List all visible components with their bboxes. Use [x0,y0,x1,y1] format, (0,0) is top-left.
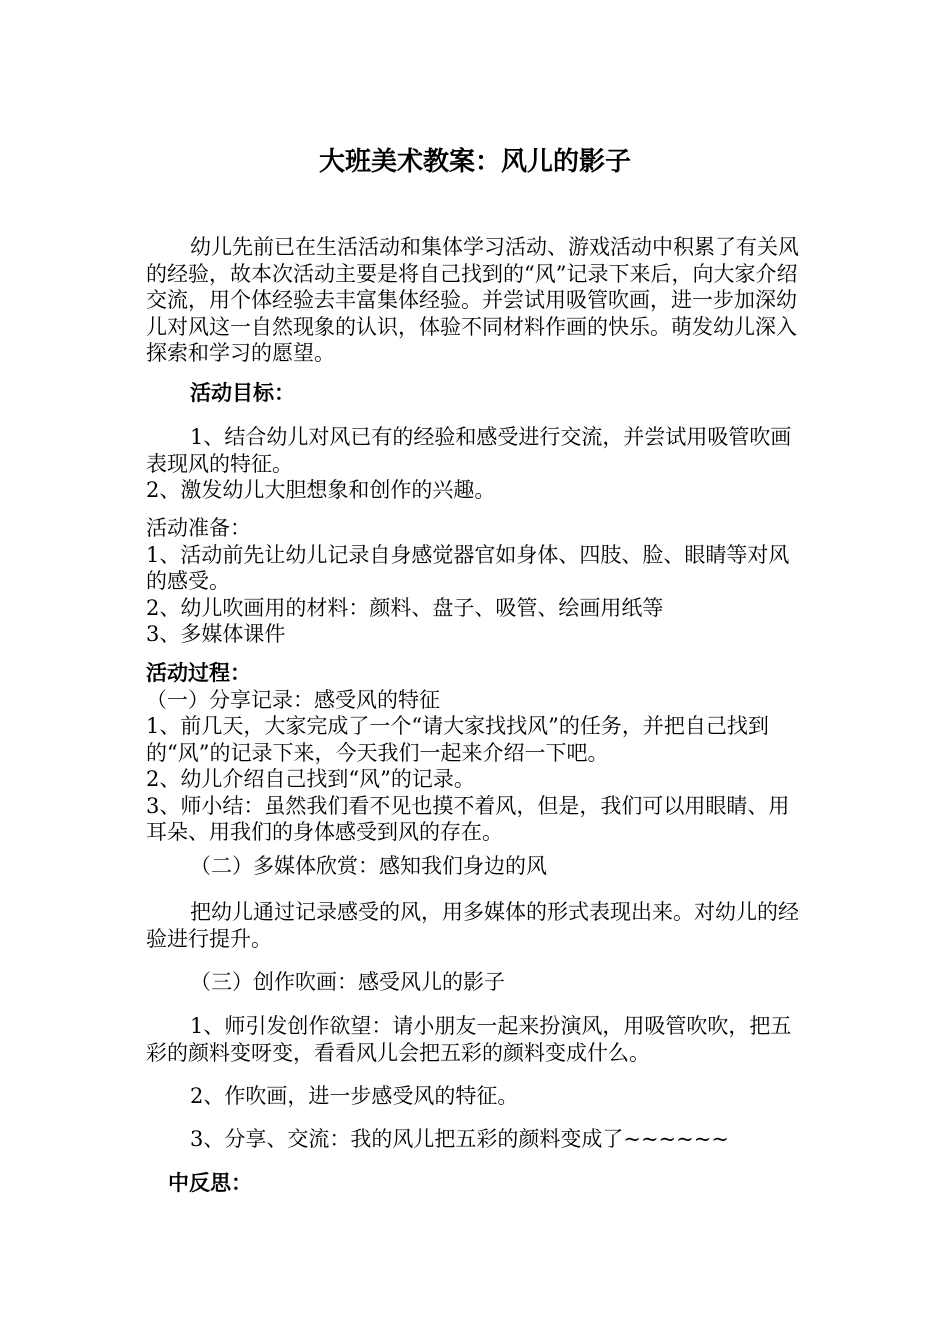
reflection-heading-block [168,1170,832,1197]
process-part1-item-1: 1、前几天，大家完成了一个“请大家找找风”的任务，并把自己找到的“风”的记录下来，今天我们一起来介绍一下吧。 [146,714,769,765]
process-part3-item-2: 2、作吹画，进一步感受风的特征。 [190,1084,519,1108]
goal-item-2: 2、激发幼儿大胆想象和创作的兴趣。 [146,478,496,502]
intro-paragraph [146,234,810,367]
process-part3-item-2-block [146,1083,810,1110]
process-part2-title: （二）多媒体欣赏：感知我们身边的风 [190,854,547,878]
process-part1-item-3: 3、师小结：虽然我们看不见也摸不着风，但是，我们可以用眼睛、用耳朵、用我们的身体感受到风的存在。 [146,793,790,844]
page-title: 大班美术教案：风儿的影子 [318,147,631,177]
prep-item-2: 2、幼儿吹画用的材料：颜料、盘子、吸管、绘画用纸等 [146,595,664,620]
process-section [146,660,810,846]
prep-item-3: 3、多媒体课件 [146,622,286,646]
prep-heading: 活动准备： [146,516,251,540]
goals-list [146,424,810,504]
process-part2-text: 把幼儿通过记录感受的风，用多媒体的形式表现出来。对幼儿的经验进行提升。 [146,900,799,951]
goals-heading: 活动目标： [190,381,295,405]
prep-item-1: 1、活动前先让幼儿记录自身感觉器官如身体、四肢、脸、眼睛等对风的感受。 [146,542,790,593]
intro-text: 幼儿先前已在生活活动和集体学习活动、游戏活动中积累了有关风的经验，故本次活动主要是将自己找到的“风”记录下来后，向大家介绍交流，用个体经验去丰富集体经验。并尝试用吸管吹画，进一步加深幼儿对风这一自然现象的认识，体验不同材料作画的快乐。萌发幼儿深入探索和学习的愿望。 [146,235,799,365]
process-part1-title: （一）分享记录：感受风的特征 [146,687,440,712]
process-part3-title-block [146,969,810,996]
process-part3-item-3-block [146,1126,810,1153]
process-part3-title: （三）创作吹画：感受风儿的影子 [190,970,505,994]
process-part3-item-1-block [146,1013,810,1066]
process-part1-item-2: 2、幼儿介绍自己找到“风”的记录。 [146,767,475,791]
prep-section [146,515,810,648]
process-part2-text-block [146,899,810,952]
process-part2-title-block [146,853,810,880]
goals-heading-block [146,380,810,407]
reflection-heading: 中反思： [168,1171,252,1195]
process-heading: 活动过程： [146,661,251,685]
goal-item-1: 1、结合幼儿对风已有的经验和感受进行交流，并尝试用吸管吹画表现风的特征。 [146,425,792,476]
process-part3-item-1: 1、师引发创作欲望：请小朋友一起来扮演风，用吸管吹吹，把五彩的颜料变呀变，看看风儿会把五彩的颜料变成什么。 [146,1014,792,1065]
process-part3-item-3: 3、分享、交流：我的风儿把五彩的颜料变成了~~~~~~ [190,1127,729,1151]
